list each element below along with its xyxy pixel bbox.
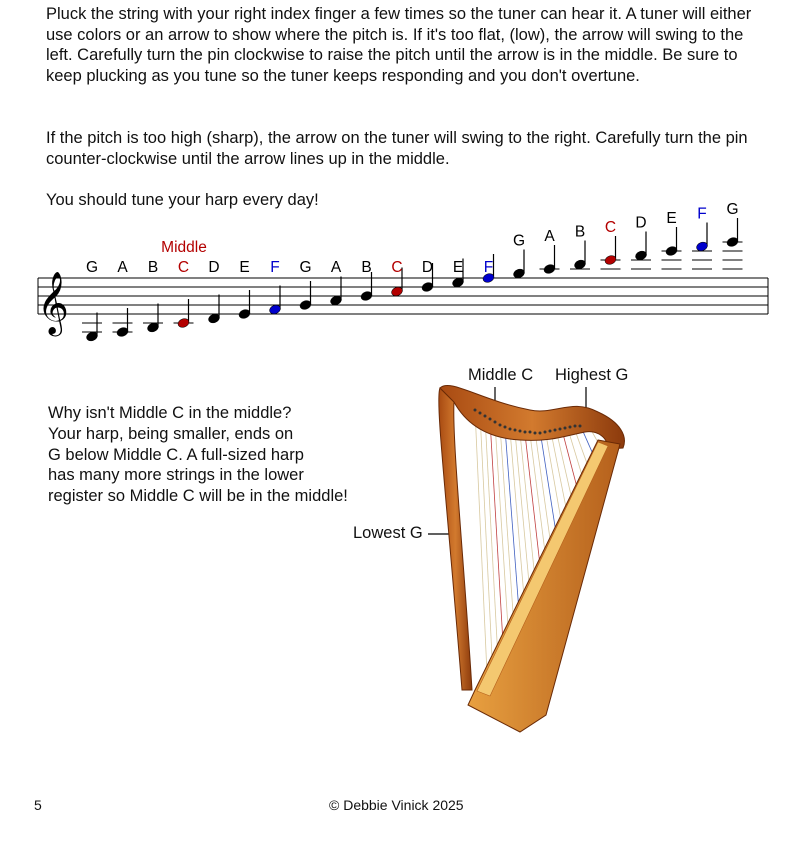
note-letter: A xyxy=(330,259,342,276)
page-number: 5 xyxy=(34,797,42,813)
note-letter: D xyxy=(421,259,434,276)
note-letter: A xyxy=(544,228,555,245)
highest-g-harp-label: Highest G xyxy=(555,366,629,384)
note-letter: D xyxy=(208,259,220,276)
note-letter: G xyxy=(299,259,312,276)
note-letter: E xyxy=(239,259,250,276)
intro-paragraph: Pluck the string with your right index finger a few times so the tuner can hear it. A tuner will either use colors or an arrow to show where the pitch is. If it's too flat, (low), the arrow will swing to the left. Carefully turn the pin clockwise to raise the pitch until the arrow is in the middle. Be sure to keep plucking as you tune so the tuner keeps responding and you don't overtune. xyxy=(46,5,752,85)
sharp-paragraph: If the pitch is too high (sharp), the arrow on the tuner will swing to the right. Carefully turn the pin counter-clockwise until the arrow lines up in the middle. xyxy=(46,129,748,168)
note-letter: A xyxy=(117,259,128,276)
note-letter: F xyxy=(697,205,707,223)
middle-c-harp-label: Middle C xyxy=(468,366,534,384)
note-letter: G xyxy=(512,232,526,250)
music-staff xyxy=(0,201,810,345)
note-letter: G xyxy=(726,201,739,218)
note-letter: C xyxy=(177,259,190,276)
note-letter: C xyxy=(604,219,617,236)
copyright: © Debbie Vinick 2025 xyxy=(329,797,464,813)
explanation-text xyxy=(48,403,378,507)
harp-illustration xyxy=(340,360,640,730)
explanation-line: Your harp, being smaller, ends on xyxy=(48,424,294,443)
explanation-line: G below Middle C. A full-sized harp xyxy=(48,445,304,464)
harp-string xyxy=(475,410,488,696)
note-letter: B xyxy=(574,223,586,241)
lowest-g-harp-label: Lowest G xyxy=(353,524,423,542)
note-letter: G xyxy=(85,259,99,276)
note-letter: F xyxy=(270,259,280,276)
middle-c-label: Middle xyxy=(161,239,207,256)
tune-daily-paragraph: You should tune your harp every day! xyxy=(46,191,319,209)
harp-pillar xyxy=(439,388,472,690)
note-letter: B xyxy=(361,259,372,276)
staff-lines xyxy=(38,278,768,314)
note-group xyxy=(82,201,743,342)
note-letter: F xyxy=(483,259,494,276)
note-letter: B xyxy=(147,259,159,276)
note-letter: E xyxy=(666,210,677,227)
note-letter: D xyxy=(635,214,647,232)
treble-clef-icon: 𝄞 xyxy=(37,271,69,334)
note-letter: E xyxy=(452,259,464,276)
explanation-line: register so Middle C will be in the middle! xyxy=(48,487,348,506)
note-letter: C xyxy=(391,259,403,276)
explanation-line: Why isn't Middle C in the middle? xyxy=(48,404,292,422)
explanation-line: has many more strings in the lower xyxy=(48,466,304,485)
